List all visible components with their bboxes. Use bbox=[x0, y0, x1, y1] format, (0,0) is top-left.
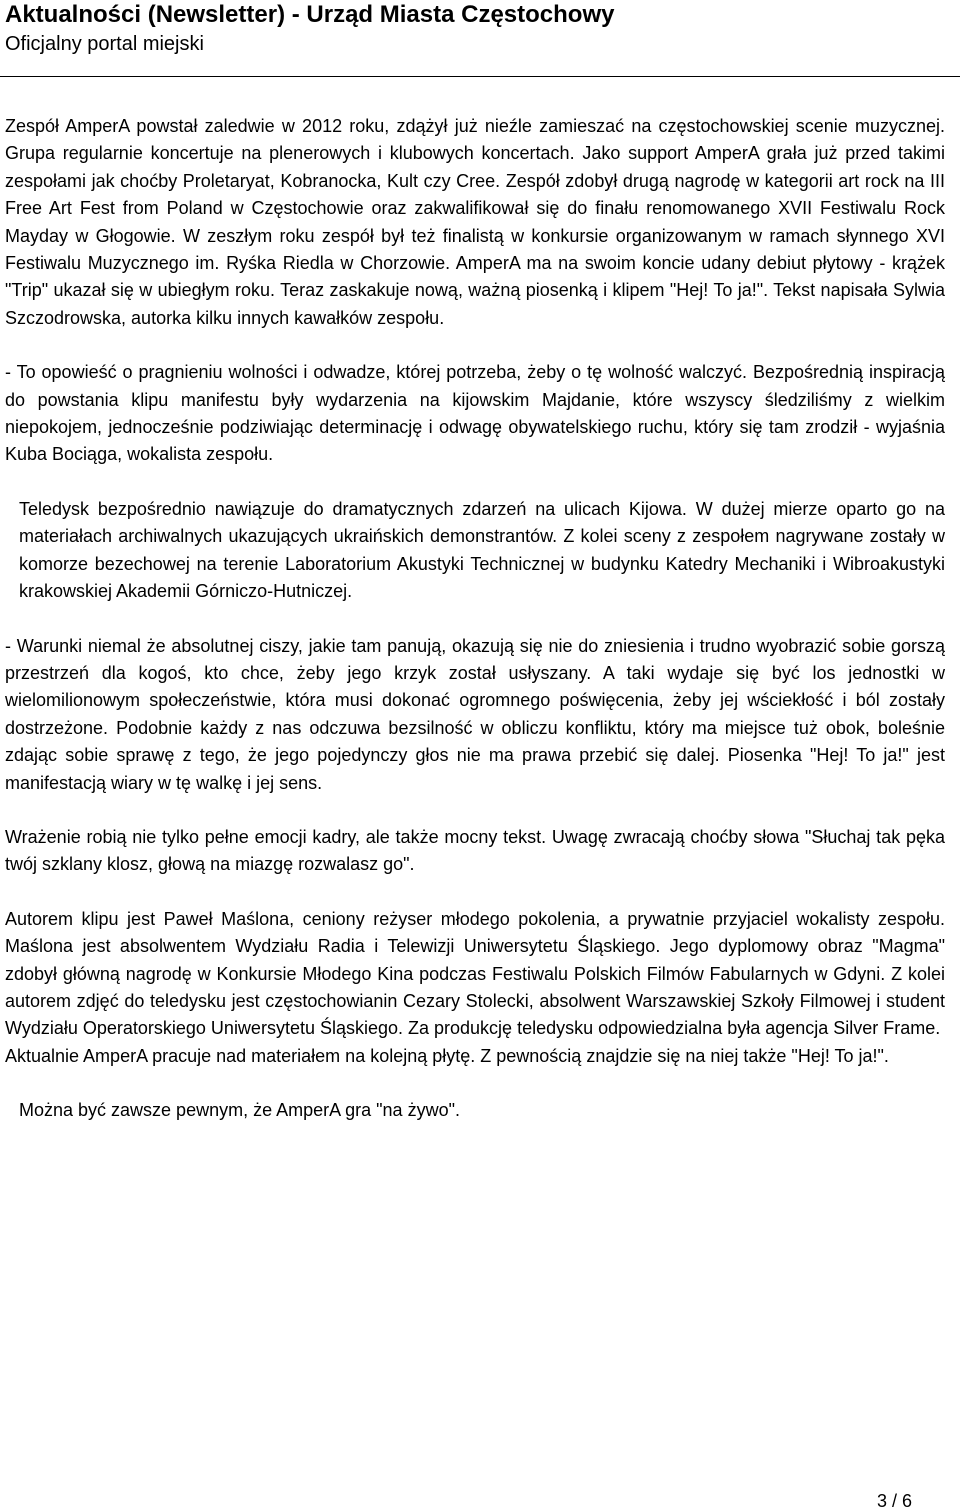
page-title: Aktualności (Newsletter) - Urząd Miasta Częstochowy bbox=[5, 1, 615, 28]
paragraph-video: Teledysk bezpośrednio nawiązuje do dramatycznych zdarzeń na ulicach Kijowa. W dużej mierze oparto go na materiałach archiwalnych ukazujących ukraińskich demonstrantów. Z kolei sceny z zespołem nagrywane zostały w komorze bezechowej na terenie Laboratorium Akustyki Technicznej w budynku Katedry Mechaniki i Wibroakustyki krakowskiej Akademii Górniczo-Hutniczej. bbox=[19, 498, 945, 602]
page-subtitle: Oficjalny portal miejski bbox=[5, 33, 204, 55]
paragraph-quote-bociaga: - To opowieść o pragnieniu wolności i odwadze, której potrzeba, żeby o tę wolność walczyć. Bezpośrednią inspiracją do powstania klipu manifestu były wydarzenia na kijowskim Majdanie, które wszyscy śledziliśmy z wielkim niepokojem, jednocześnie podziwiając determinację i odwagę obywatelskiego ruchu, który się tam zrodził - wyjaśnia Kuba Bociąga, wokalista zespołu. bbox=[5, 362, 945, 465]
paragraph-live: Można być zawsze pewnym, że AmperA gra "na żywo". bbox=[19, 1100, 460, 1121]
article-body bbox=[5, 113, 945, 1125]
page-number: 3 / 6 bbox=[876, 1491, 912, 1511]
paragraph-impression: Wrażenie robią nie tylko pełne emocji kadry, ale także mocny tekst. Uwagę zwracają choćby słowa "Słuchaj tak pęka twój szklany klosz, głową na miazgę rozwalasz go". bbox=[5, 826, 945, 875]
page-header bbox=[5, 0, 614, 57]
paragraph-conditions: - Warunki niemal że absolutnej ciszy, jakie tam panują, okazują się nie do zniesienia i trudno wyobrazić sobie gorszą przestrzeń dla kogoś, kto chce, żeby jego krzyk został usłyszany. A taki wydaje się być los jednostki w wielomilionowym społeczeństwie, która musi dokonać ogromnego poświęcenia, żeby jej wściekłość i ból zostały dostrzeżone. Podobnie każdy z nas odczuwa bezsilność w obliczu konfliktu, który ma miejsce tuż obok, boleśnie zdając sobie sprawę z tego, że jego pojedynczy głos nie ma prawa przebić się dalej. Piosenka "Hej! To ja!" jest manifestacją wiary w tę walkę i jej sens. bbox=[5, 635, 945, 793]
paragraph-authors: Autorem klipu jest Paweł Maślona, ceniony reżyser młodego pokolenia, a prywatnie przyjaciel wokalisty zespołu. Maślona jest absolwentem Wydziału Radia i Telewizji Uniwersytetu Śląskiego. Jego dyplomowy obraz "Magma" zdobył główną nagrodę w Konkursie Młodego Kina podczas Festiwalu Polskich Filmów Fabularnych w Gdyni. Z kolei autorem zdjęć do teledysku jest częstochowianin Cezary Stolecki, absolwent Warszawskiej Szkoły Filmowej i student Wydziału Operatorskiego Uniwersytetu Śląskiego. Za produkcję teledysku odpowiedzialna była agencja Silver Frame. bbox=[5, 908, 945, 1039]
paragraph-new-album: Aktualnie AmperA pracuje nad materiałem na kolejną płytę. Z pewnością znajdzie się na niej także "Hej! To ja!". bbox=[5, 1045, 889, 1066]
header-divider bbox=[0, 76, 960, 77]
paragraph-intro: Zespół AmperA powstał zaledwie w 2012 roku, zdążył już nieźle zamieszać na częstochowskiej scenie muzycznej. Grupa regularnie koncertuje na plenerowych i klubowych koncertach. Jako support AmperA grała już przed takimi zespołami jak choćby Proletaryat, Kobranocka, Kult czy Cree. Zespół zdobył drugą nagrodę w kategorii art rock na III Free Art Fest from Poland w Częstochowie oraz zakwalifikował się do finału renomowanego XVII Festiwalu Rock Mayday w Głogowie. W zeszłym roku zespół był też finalistą w konkursie organizowanym w ramach słynnego XVI Festiwalu Muzycznego im. Ryśka Riedla w Chorzowie. AmperA ma na swoim koncie udany debiut płytowy - krążek "Trip" ukazał się w ubiegłym roku. Teraz zaskakuje nową, ważną piosenką i klipem "Hej! To ja!". Tekst napisała Sylwia Szczodrowska, autorka kilku innych kawałków zespołu. bbox=[5, 116, 945, 328]
